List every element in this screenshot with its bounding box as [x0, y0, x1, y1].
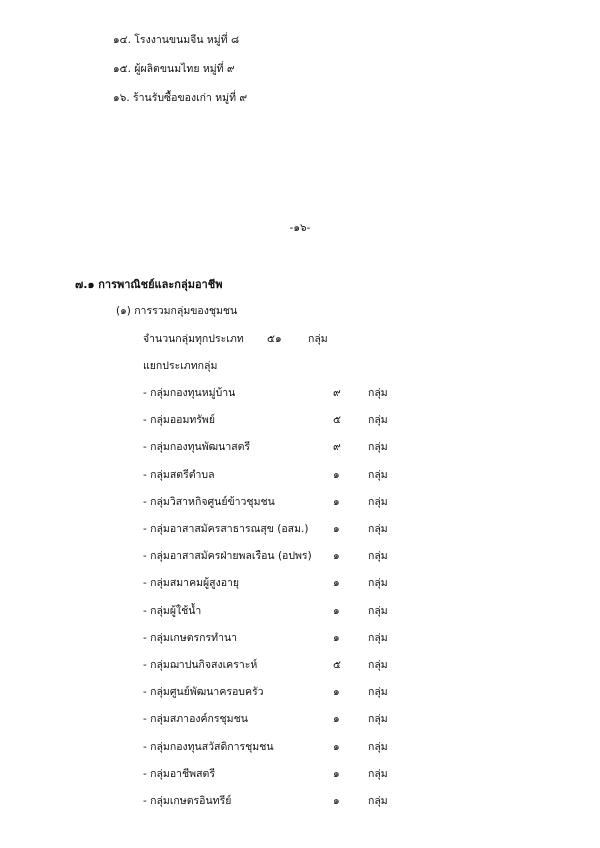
group-unit: กลุ่ม — [368, 741, 388, 753]
group-count: ๕ — [333, 414, 341, 426]
group-row — [143, 765, 403, 781]
group-count: ๑ — [333, 713, 340, 725]
group-row — [143, 466, 403, 482]
group-row — [143, 683, 403, 699]
group-unit: กลุ่ม — [368, 550, 388, 562]
group-count: ๑ — [333, 632, 340, 644]
group-count: ๙ — [333, 387, 341, 399]
group-count: ๕ — [333, 659, 341, 671]
list-item: ๑๔. โรงงานขนมจีน หมู่ที่ ๘ — [113, 34, 240, 46]
group-row — [143, 384, 403, 400]
list-item: ๑๕. ผู้ผลิตขนมไทย หมู่ที่ ๙ — [113, 63, 235, 75]
types-label: แยกประเภทกลุ่ม — [143, 360, 218, 372]
group-count: ๑ — [333, 469, 340, 481]
group-name: - กลุ่มเกษตรอินทรีย์ — [143, 795, 232, 807]
group-row — [143, 438, 403, 454]
list-item: ๑๖. ร้านรับซื้อของเก่า หมู่ที่ ๙ — [113, 92, 248, 104]
group-name: - กลุ่มวิสาหกิจศูนย์ข้าวชุมชน — [143, 496, 275, 508]
group-name: - กลุ่มอาชีพสตรี — [143, 768, 215, 780]
group-name: - กลุ่มสมาคมผู้สูงอายุ — [143, 577, 240, 589]
group-count: ๑ — [333, 577, 340, 589]
group-unit: กลุ่ม — [368, 496, 388, 508]
group-count: ๑ — [333, 741, 340, 753]
group-count: ๑ — [333, 523, 340, 535]
group-name: - กลุ่มอาสาสมัครฝ่ายพลเรือน (อปพร) — [143, 550, 312, 562]
group-count: ๑ — [333, 795, 340, 807]
group-count: ๑ — [333, 496, 340, 508]
summary-count: ๕๑ — [267, 333, 282, 345]
group-unit: กลุ่ม — [368, 523, 388, 535]
group-count: ๙ — [333, 441, 341, 453]
group-unit: กลุ่ม — [368, 577, 388, 589]
group-row — [143, 602, 403, 618]
group-row — [143, 656, 403, 672]
group-name: - กลุ่มกองทุนสวัสดิการชุมชน — [143, 741, 274, 753]
group-row — [143, 738, 403, 754]
group-count: ๑ — [333, 768, 340, 780]
group-name: - กลุ่มกองทุนหมู่บ้าน — [143, 387, 236, 399]
sub-heading: (๑) การรวมกลุ่มของชุมชน — [116, 305, 238, 317]
group-name: - กลุ่มผู้ใช้น้ำ — [143, 605, 202, 617]
summary-line — [143, 330, 328, 347]
group-unit: กลุ่ม — [368, 632, 388, 644]
group-name: - กลุ่มสตรีตำบล — [143, 469, 215, 481]
group-row — [143, 629, 403, 645]
group-name: - กลุ่มกองทุนพัฒนาสตรี — [143, 441, 251, 453]
summary-unit: กลุ่ม — [308, 333, 328, 345]
group-count: ๑ — [333, 605, 340, 617]
group-row — [143, 574, 403, 590]
group-unit: กลุ่ม — [368, 387, 388, 399]
group-unit: กลุ่ม — [368, 414, 388, 426]
group-name: - กลุ่มออมทรัพย์ — [143, 414, 216, 426]
group-unit: กลุ่ม — [368, 469, 388, 481]
group-unit: กลุ่ม — [368, 686, 388, 698]
group-unit: กลุ่ม — [368, 659, 388, 671]
page-number: -๑๖- — [289, 222, 311, 234]
summary-label: จำนวนกลุ่มทุกประเภท — [143, 333, 244, 345]
group-name: - กลุ่มฌาปนกิจสงเคราะห์ — [143, 659, 258, 671]
section-heading: ๗.๑ การพาณิชย์และกลุ่มอาชีพ — [75, 278, 223, 291]
group-row — [143, 792, 403, 808]
group-unit: กลุ่ม — [368, 768, 388, 780]
group-row — [143, 710, 403, 726]
group-count: ๑ — [333, 550, 340, 562]
group-unit: กลุ่ม — [368, 441, 388, 453]
group-unit: กลุ่ม — [368, 795, 388, 807]
group-row — [143, 547, 403, 563]
group-count: ๑ — [333, 686, 340, 698]
group-name: - กลุ่มเกษตรกรทำนา — [143, 632, 238, 644]
group-row — [143, 411, 403, 427]
group-row — [143, 493, 403, 509]
group-name: - กลุ่มอาสาสมัครสาธารณสุข (อสม.) — [143, 523, 309, 535]
group-row — [143, 520, 403, 536]
group-name: - กลุ่มสภาองค์กรชุมชน — [143, 713, 248, 725]
group-unit: กลุ่ม — [368, 605, 388, 617]
group-name: - กลุ่มศูนย์พัฒนาครอบครัว — [143, 686, 264, 698]
group-unit: กลุ่ม — [368, 713, 388, 725]
